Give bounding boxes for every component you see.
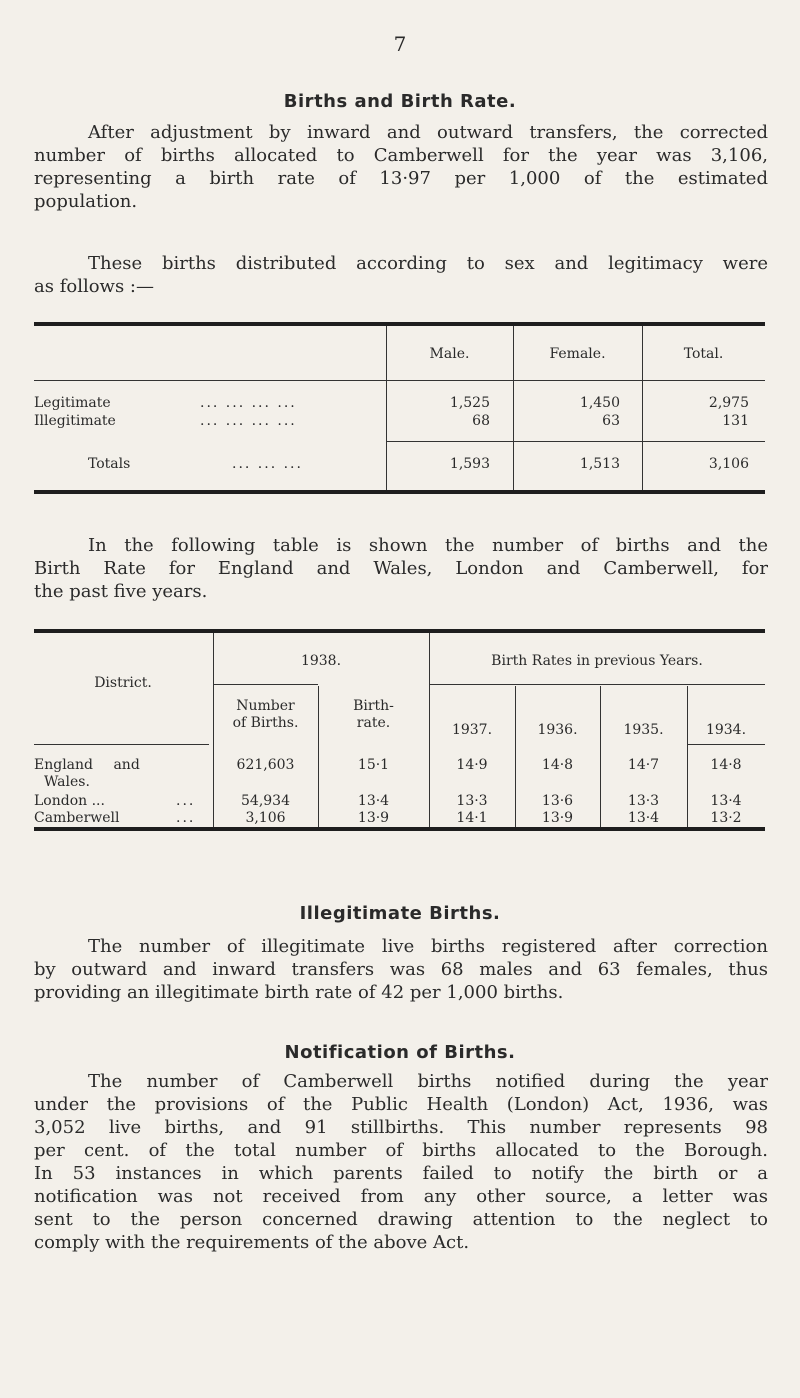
text-line: population. [34, 191, 138, 212]
births-value: 621,603 [236, 757, 295, 773]
text-line: These births distributed according to sex and legitimacy were [88, 253, 768, 274]
paragraph-illegitimate [34, 935, 768, 1004]
column-header-female: Female. [549, 346, 606, 362]
leader-dots: ... [176, 810, 196, 826]
table-rule [214, 684, 318, 685]
section-heading-notification: Notification of Births. [284, 1042, 516, 1063]
table-rule [34, 490, 765, 494]
male-value: 68 [472, 413, 490, 429]
header-line: Number [236, 698, 295, 714]
text-line: Birth Rate for England and Wales, London and Camberwell, for [34, 558, 768, 579]
rate-1936: 13·9 [541, 810, 574, 826]
rate-1935: 13·3 [627, 793, 660, 809]
column-header-1934: 1934. [705, 722, 747, 738]
paragraph-comparison [34, 534, 768, 603]
table-rule [386, 441, 765, 442]
text-line: 3,052 live births, and 91 stillbirths. This number represents 98 [34, 1117, 768, 1138]
male-value: 1,525 [449, 395, 490, 411]
row-label: Legitimate [34, 395, 111, 411]
female-total: 1,513 [579, 456, 620, 472]
row-label: Totals [88, 456, 131, 472]
rate-1935: 14·7 [627, 757, 660, 773]
table-rule [34, 629, 765, 633]
table-rule [430, 684, 765, 685]
leader-dots: ... ... ... ... [200, 413, 297, 429]
district-name [34, 757, 174, 791]
rate-1937: 13·3 [456, 793, 488, 809]
district-name: Camberwell [34, 810, 120, 826]
header-line: rate. [356, 715, 391, 731]
paragraph-notification [34, 1070, 768, 1254]
header-line: of Births. [232, 715, 299, 731]
rate-1934: 13·2 [710, 810, 742, 826]
rate-1935: 13·4 [627, 810, 660, 826]
female-value: 1,450 [579, 395, 620, 411]
text-line: After adjustment by inward and outward transfers, the corrected [88, 122, 768, 143]
text-line: number of births allocated to Camberwell for the year was 3,106, [34, 145, 768, 166]
text-line: comply with the requirements of the above Act. [34, 1232, 470, 1253]
grand-total: 3,106 [708, 456, 749, 472]
table-rule [34, 322, 765, 326]
total-value: 131 [722, 413, 749, 429]
column-header-1937: 1937. [451, 722, 493, 738]
text-line: per cent. of the total number of births allocated to the Borough. [34, 1140, 768, 1161]
header-line: Birth- [353, 698, 394, 714]
text-line: representing a birth rate of 13·97 per 1,000 of the estimated [34, 168, 768, 189]
text-line: In 53 instances in which parents failed to notify the birth or a [34, 1163, 768, 1184]
row-label: Illegitimate [34, 413, 116, 429]
column-header-total: Total. [683, 346, 724, 362]
column-header-1938: 1938. [300, 653, 342, 669]
table-rule [34, 744, 209, 745]
rate-1937: 14·9 [456, 757, 488, 773]
district-line: England and [34, 757, 140, 773]
births-value: 3,106 [245, 810, 286, 826]
column-header-1935: 1935. [623, 722, 664, 738]
column-header-district: District. [94, 675, 152, 691]
district-name: London ... [34, 793, 105, 809]
text-line: The number of Camberwell births notified during the year [88, 1071, 768, 1092]
column-header-birth-rate [318, 698, 429, 732]
column-header-number-of-births [213, 698, 318, 732]
section-heading-illegitimate: Illegitimate Births. [299, 903, 501, 924]
column-header-male: Male. [429, 346, 470, 362]
text-line: under the provisions of the Public Health (London) Act, 1936, was [34, 1094, 768, 1115]
rate-1934: 14·8 [710, 757, 742, 773]
text-line: The number of illegitimate live births registered after correction [88, 936, 768, 957]
district-line: Wales. [44, 774, 90, 790]
births-value: 54,934 [241, 793, 290, 809]
text-line: the past five years. [34, 581, 208, 602]
paragraph-births [34, 121, 768, 213]
rate-1937: 14·1 [456, 810, 488, 826]
table-rule [34, 380, 765, 381]
page-number: 7 [393, 32, 407, 56]
male-total: 1,593 [449, 456, 490, 472]
column-header-1936: 1936. [537, 722, 578, 738]
paragraph-distribution [34, 252, 768, 298]
rate-1936: 13·6 [541, 793, 574, 809]
text-line: sent to the person concerned drawing attention to the neglect to [34, 1209, 768, 1230]
table-rule [688, 744, 765, 745]
rate-1936: 14·8 [541, 757, 574, 773]
rate-value: 13·9 [357, 810, 390, 826]
section-heading-births: Births and Birth Rate. [283, 91, 517, 112]
leader-dots: ... ... ... [232, 456, 303, 472]
leader-dots: ... [176, 793, 196, 809]
leader-dots: ... ... ... ... [200, 395, 297, 411]
text-line: providing an illegitimate birth rate of 42 per 1,000 births. [34, 982, 564, 1003]
text-line: notification was not received from any other source, a letter was [34, 1186, 768, 1207]
text-line: In the following table is shown the number of births and the [88, 535, 768, 556]
rate-value: 15·1 [357, 757, 390, 773]
rate-1934: 13·4 [710, 793, 742, 809]
text-line: by outward and inward transfers was 68 males and 63 females, thus [34, 959, 768, 980]
female-value: 63 [602, 413, 620, 429]
total-value: 2,975 [708, 395, 749, 411]
text-line: as follows :— [34, 276, 154, 297]
table-rule [34, 827, 765, 831]
column-header-previous-years: Birth Rates in previous Years. [491, 653, 703, 669]
rate-value: 13·4 [357, 793, 390, 809]
